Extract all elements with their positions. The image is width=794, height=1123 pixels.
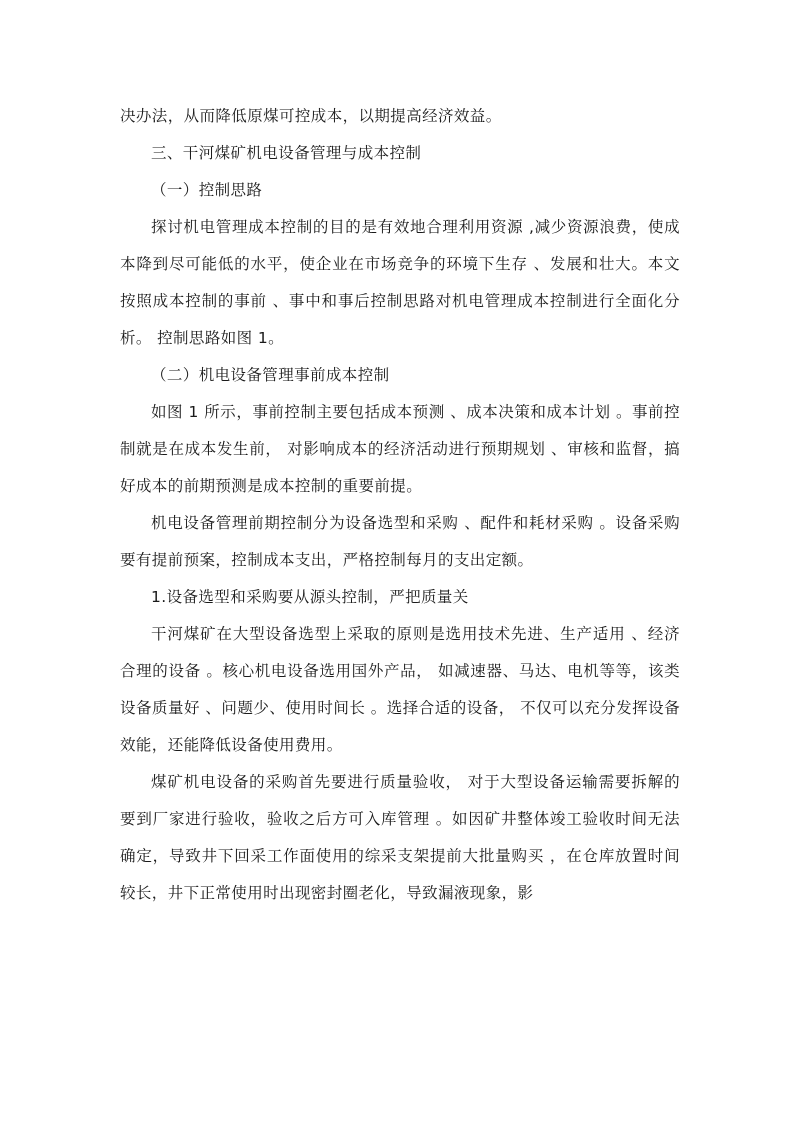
body-paragraph: 探讨机电管理成本控制的目的是有效地合理利用资源 ,减少资源浪费，使成本降到尽可能低的水平，使企业在市场竞争的环境下生存 、发展和壮大。本文按照成本控制的事前 、事中和事后控制思路对机电管理成本控制进行全面化分析。 控制思路如图 1。 [120, 218, 680, 347]
item-heading: 1.设备选型和采购要从源头控制，严把质量关 [151, 588, 469, 606]
subsection-heading: （二）机电设备管理事前成本控制 [151, 366, 390, 384]
paragraph-continuation: 决办法，从而降低原煤可控成本，以期提高经济效益。 [120, 107, 502, 125]
section-heading: 三、干河煤矿机电设备管理与成本控制 [151, 144, 422, 162]
body-paragraph: 煤矿机电设备的采购首先要进行质量验收， 对于大型设备运输需要拆解的要到厂家进行验收，验收之后方可入库管理 。如因矿井整体竣工验收时间无法确定，导致井下回采工作面使用的综采支架提前大批量购买 ，在仓库放置时间较长，井下正常使用时出现密封圈老化，导致漏液现象，影 [120, 773, 680, 902]
body-paragraph: 干河煤矿在大型设备选型上采取的原则是选用技术先进、生产适用 、经济合理的设备 。核心机电设备选用国外产品， 如减速器、马达、电机等等，该类设备质量好 、问题少、使用时间长 。选择合适的设备， 不仅可以充分发挥设备效能，还能降低设备使用费用。 [120, 625, 680, 754]
subsection-heading: （一）控制思路 [151, 181, 263, 199]
document-body [120, 98, 680, 912]
body-paragraph: 机电设备管理前期控制分为设备选型和采购 、配件和耗材采购 。设备采购要有提前预案，控制成本支出，严格控制每月的支出定额。 [120, 514, 680, 569]
body-paragraph: 如图 1 所示，事前控制主要包括成本预测 、成本决策和成本计划 。事前控制就是在成本发生前， 对影响成本的经济活动进行预期规划 、审核和监督，搞好成本的前期预测是成本控制的重要前提。 [120, 403, 680, 495]
